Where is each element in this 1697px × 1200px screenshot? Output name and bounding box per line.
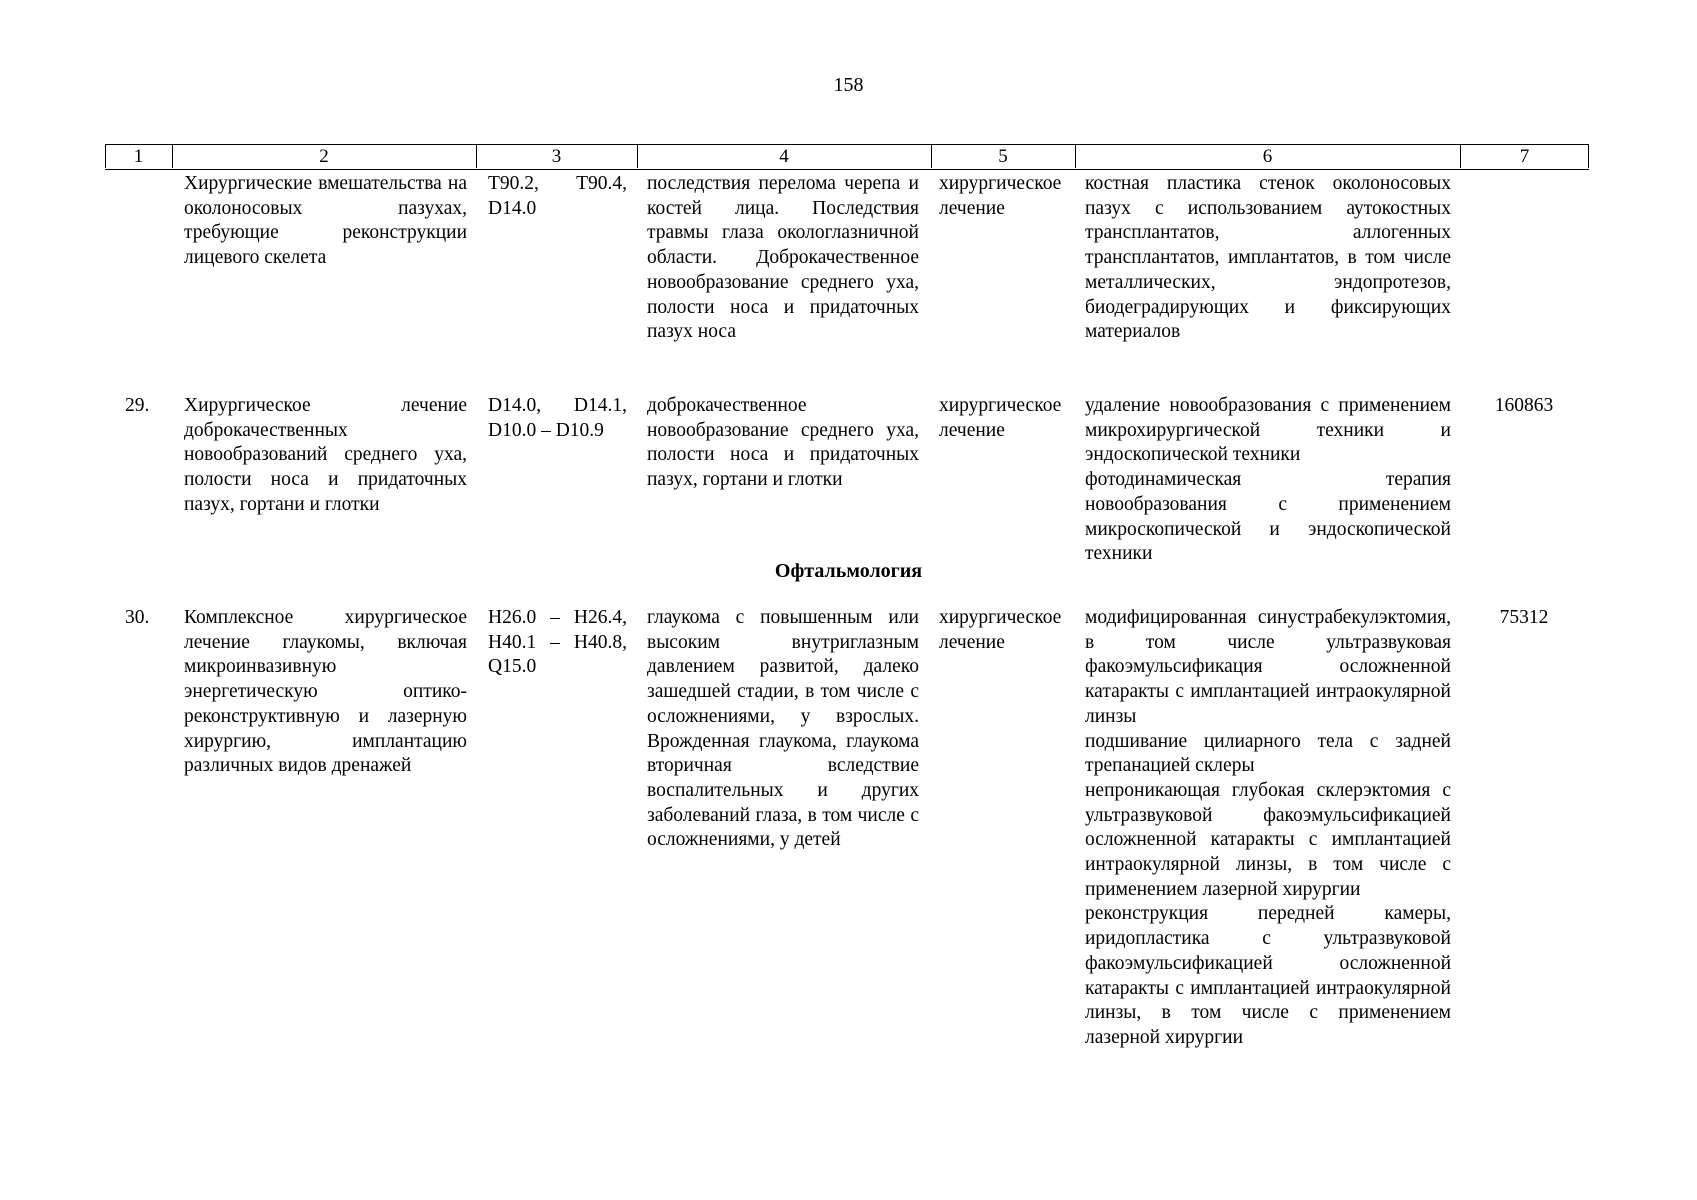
row29-diagnosis: доброкачественное новообразование среднего уха, полости носа и придаточных пазух, гортани и глотки [647,395,919,491]
row-cont-method: костная пластика стенок околоносовых пазух с использованием аутокостных трансплантатов, аллогенных трансплантатов, имплантатов, в том числе металлических, эндопротезов, биодеградирующих и фиксирующих материалов [1085,173,1451,343]
header-col-3: 3 [551,146,562,167]
header-divider [105,144,106,168]
header-divider [1075,144,1076,168]
row29-methods [1085,394,1451,567]
header-divider [931,144,932,168]
row30-method-2: подшивание цилиарного тела с задней трепанацией склеры [1085,730,1451,777]
row30-methods [1085,606,1451,1051]
row30-method-3: непроникающая глубокая склерэктомия с ультразвуковой факоэмульсификацией осложненной катаракты с имплантацией интраокулярной линзы, в том числе с применением лазерной хирургии [1085,779,1451,900]
row29-method-2: фотодинамическая терапия новообразования с применением микроскопической и эндоскопической техники [1085,469,1451,565]
row30-diagnosis: глаукома с повышенным или высоким внутриглазным давлением развитой, далеко зашедшей стадии, в том числе с осложнениями, у взрослых. Врожденная глаукома, глаукома вторичная вследствие воспалительных и других заболеваний глаза, в том числе с осложнениями, у детей [647,607,919,851]
header-divider [172,144,173,168]
header-divider [637,144,638,168]
row29-cost: 160863 [1494,395,1554,416]
header-col-6: 6 [1262,146,1273,167]
header-col-1: 1 [133,146,144,167]
row30-treatment: хирургическое лечение [939,607,1062,653]
row30-cost: 75312 [1499,607,1549,628]
row29-codes: D14.0, D14.1, D10.0 – D10.9 [488,395,627,441]
header-col-5: 5 [998,146,1008,167]
header-col-4: 4 [779,146,789,167]
row-cont-codes: T90.2, T90.4, D14.0 [488,173,627,219]
row-cont-treatment: хирургическое лечение [939,173,1062,219]
row30-method-4: реконструкция передней камеры, иридопластика с ультразвуковой факоэмульсификацией осложненной катаракты с имплантацией интраокулярной линзы, в том числе с применением лазерной хирургии [1085,903,1451,1048]
page-number: 158 [833,74,864,96]
row29-method-1: удаление новообразования с применением микрохирургической техники и эндоскопической техники [1085,395,1451,466]
header-divider [1460,144,1461,168]
row-cont-diagnosis: последствия перелома черепа и костей лица. Последствия травмы глаза окологлазничной области. Доброкачественное новообразование среднего уха, полости носа и придаточных пазух носа [647,173,919,343]
row29-number: 29. [125,395,150,416]
row30-name: Комплексное хирургическое лечение глаукомы, включая микроинвазивную энергетическую оптико-реконструктивную и лазерную хирургию, имплантацию различных видов дренажей [184,607,467,777]
header-col-7: 7 [1519,146,1530,167]
header-divider [1588,144,1589,168]
table-header-row [105,144,1589,170]
row30-method-1: модифицированная синустрабекулэктомия, в том числе ультразвуковая факоэмульсификация осложненной катаракты с имплантацией интраокулярной линзы [1085,607,1451,727]
header-col-2: 2 [319,146,329,167]
row29-name: Хирургическое лечение доброкачественных новообразований среднего уха, полости носа и придаточных пазух, гортани и глотки [184,395,467,515]
row30-number: 30. [125,607,150,628]
row29-treatment: хирургическое лечение [939,395,1062,441]
row-cont-name: Хирургические вмешательства на околоносовых пазухах, требующие реконструкции лицевого скелета [184,173,467,269]
row30-codes: H26.0 – H26.4, H40.1 – H40.8, Q15.0 [488,607,627,678]
header-divider [476,144,477,168]
section-title: Офтальмология [774,560,923,582]
